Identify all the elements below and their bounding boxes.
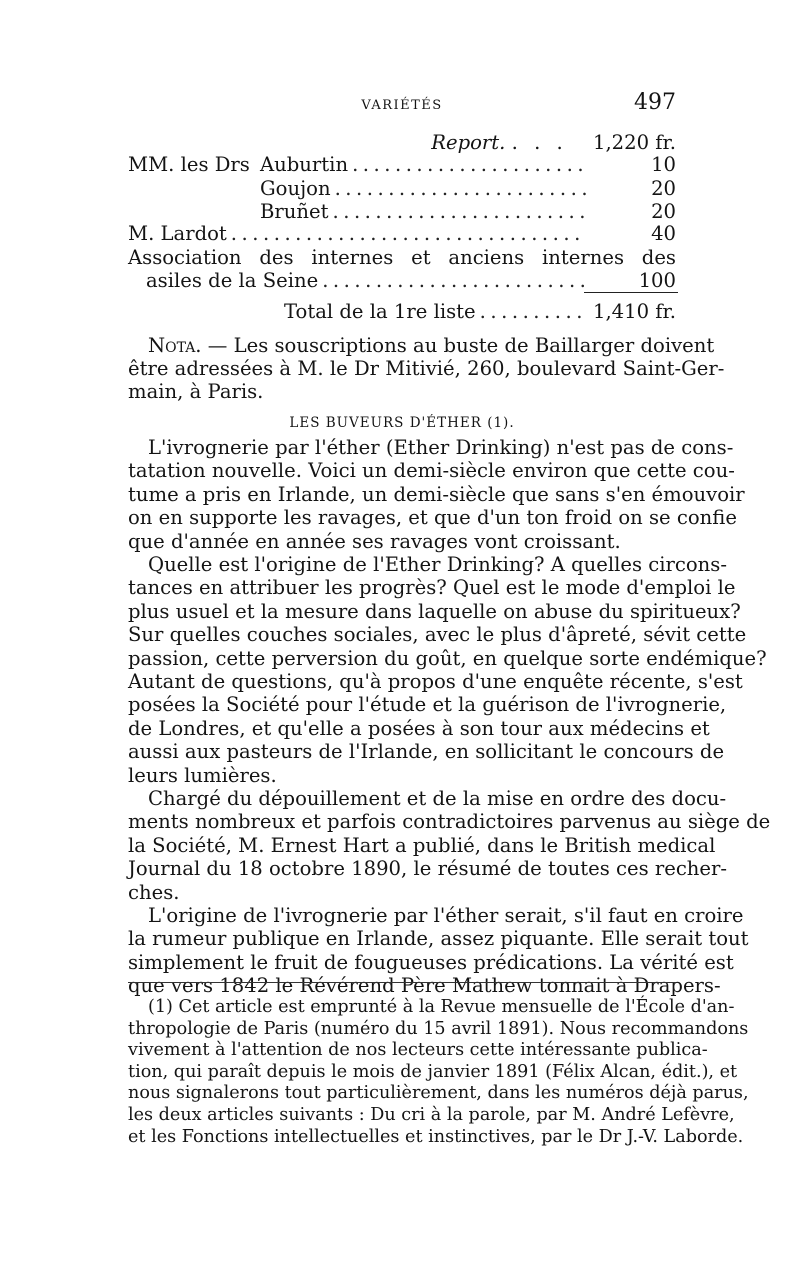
- list-amount: 10: [651, 153, 676, 176]
- body-line: on en supporte les ravages, et que d'un ton froid on se confie: [128, 506, 737, 530]
- list-amount: 20: [651, 177, 676, 200]
- association-line: Association des internes et anciens internes des: [128, 246, 676, 269]
- footnote-line: les deux articles suivants : Du cri à la parole, par M. André Lefèvre,: [128, 1105, 735, 1125]
- body-line: aussi aux pasteurs de l'Irlande, en sollicitant le concours de: [128, 740, 725, 764]
- page-header: [128, 92, 676, 122]
- report-line: Report. . . . 1,220 fr.: [431, 131, 676, 154]
- total-label: Total de la 1re liste: [284, 300, 476, 323]
- body-line: Chargé du dépouillement et de la mise en ordre des docu-: [148, 787, 727, 810]
- list-amount: 40: [651, 222, 676, 245]
- list-row: [128, 153, 676, 177]
- report-amount: 1,220 fr.: [592, 131, 676, 154]
- body-line: que d'année en année ses ravages vont croissant.: [128, 529, 621, 553]
- body-line: plus usuel et la mesure dans laquelle on abuse du spiritueux?: [128, 599, 741, 623]
- nota-line: main, à Paris.: [128, 380, 264, 403]
- body-line: Journal du 18 octobre 1890, le résumé de toutes ces recher-: [128, 857, 728, 881]
- body-line: leurs lumières.: [128, 763, 277, 787]
- body-line: la rumeur publique en Irlande, assez piquante. Elle serait tout: [128, 927, 749, 951]
- footnote-line: vivement à l'attention de nos lecteurs cette intéressante publica-: [128, 1040, 708, 1061]
- list-row: [128, 177, 676, 201]
- page-number: 497: [634, 90, 676, 115]
- footnote-line: thropologie de Paris (numéro du 15 avril 1891). Nous recommandons: [128, 1018, 749, 1039]
- body-line: L'ivrognerie par l'éther (Ether Drinking) n'est pas de cons-: [148, 436, 734, 459]
- list-row: [128, 269, 676, 293]
- list-name: Bruñet: [260, 200, 329, 223]
- body-line: posées la Société pour l'étude et la guérison de l'ivrognerie,: [128, 693, 727, 717]
- total-amount: 1,410 fr.: [592, 300, 676, 323]
- body-line: passion, cette perversion du goût, en quelque sorte endémique?: [128, 646, 767, 670]
- body-line: de Londres, et qu'elle a posées à son tour aux médecins et: [128, 716, 710, 740]
- nota-line: Nota. — Les souscriptions au buste de Baillarger doivent: [148, 334, 715, 357]
- list-row: [128, 200, 676, 224]
- body-line: la Société, M. Ernest Hart a publié, dans le British medical: [128, 833, 716, 857]
- list-name: Auburtin: [260, 153, 349, 176]
- association-name: asiles de la Seine: [146, 269, 319, 292]
- association-amount: 100: [638, 269, 676, 292]
- total-rule: [584, 292, 678, 293]
- list-amount: 20: [651, 200, 676, 223]
- running-title: VARIÉTÉS: [361, 98, 443, 113]
- body-line: tume a pris en Irlande, un demi-siècle que sans s'en émouvoir: [128, 482, 745, 506]
- list-name: Goujon: [260, 177, 331, 200]
- article-heading: LES BUVEURS D'ÉTHER (1).: [289, 415, 515, 431]
- list-row: [128, 222, 676, 246]
- footnote-line: tion, qui paraît depuis le mois de janvier 1891 (Félix Alcan, édit.), et: [128, 1061, 738, 1082]
- nota-line: être adressées à M. le Dr Mitivié, 260, boulevard Saint-Ger-: [128, 357, 725, 380]
- nota-label: Nota.: [148, 334, 202, 357]
- body-line: L'origine de l'ivrognerie par l'éther serait, s'il faut en croire: [148, 904, 744, 927]
- footnote-line: nous signalerons tout particulièrement, dans les numéros déjà parus,: [128, 1083, 749, 1104]
- body-line: Quelle est l'origine de l'Ether Drinking? A quelles circons-: [148, 553, 727, 576]
- body-line: ches.: [128, 880, 180, 904]
- body-line: tatation nouvelle. Voici un demi-siècle environ que cette cou-: [128, 459, 735, 483]
- report-label: Report.: [431, 131, 506, 154]
- total-line: [128, 300, 676, 324]
- body-line: Sur quelles couches sociales, avec le plus d'âpreté, sévit cette: [128, 623, 747, 647]
- body-line: Autant de questions, qu'à propos d'une enquête récente, s'est: [128, 670, 743, 693]
- body-line: ments nombreux et parfois contradictoires parvenus au siège de: [128, 810, 771, 834]
- list-name: M. Lardot: [128, 222, 227, 245]
- footnote-rule: [128, 982, 676, 983]
- footnote-line: (1) Cet article est emprunté à la Revue mensuelle de l'École d'an-: [148, 997, 735, 1017]
- body-line: que vers 1842 le Révérend Père Mathew tonnait à Drapers-: [128, 974, 721, 998]
- honorific: MM. les Drs: [128, 153, 250, 176]
- body-line: simplement le fruit de fougueuses prédications. La vérité est: [128, 950, 734, 974]
- footnote-line: et les Fonctions intellectuelles et instinctives, par le Dr J.-V. Laborde.: [128, 1126, 744, 1147]
- body-line: tances en attribuer les progrès? Quel est le mode d'emploi le: [128, 576, 736, 600]
